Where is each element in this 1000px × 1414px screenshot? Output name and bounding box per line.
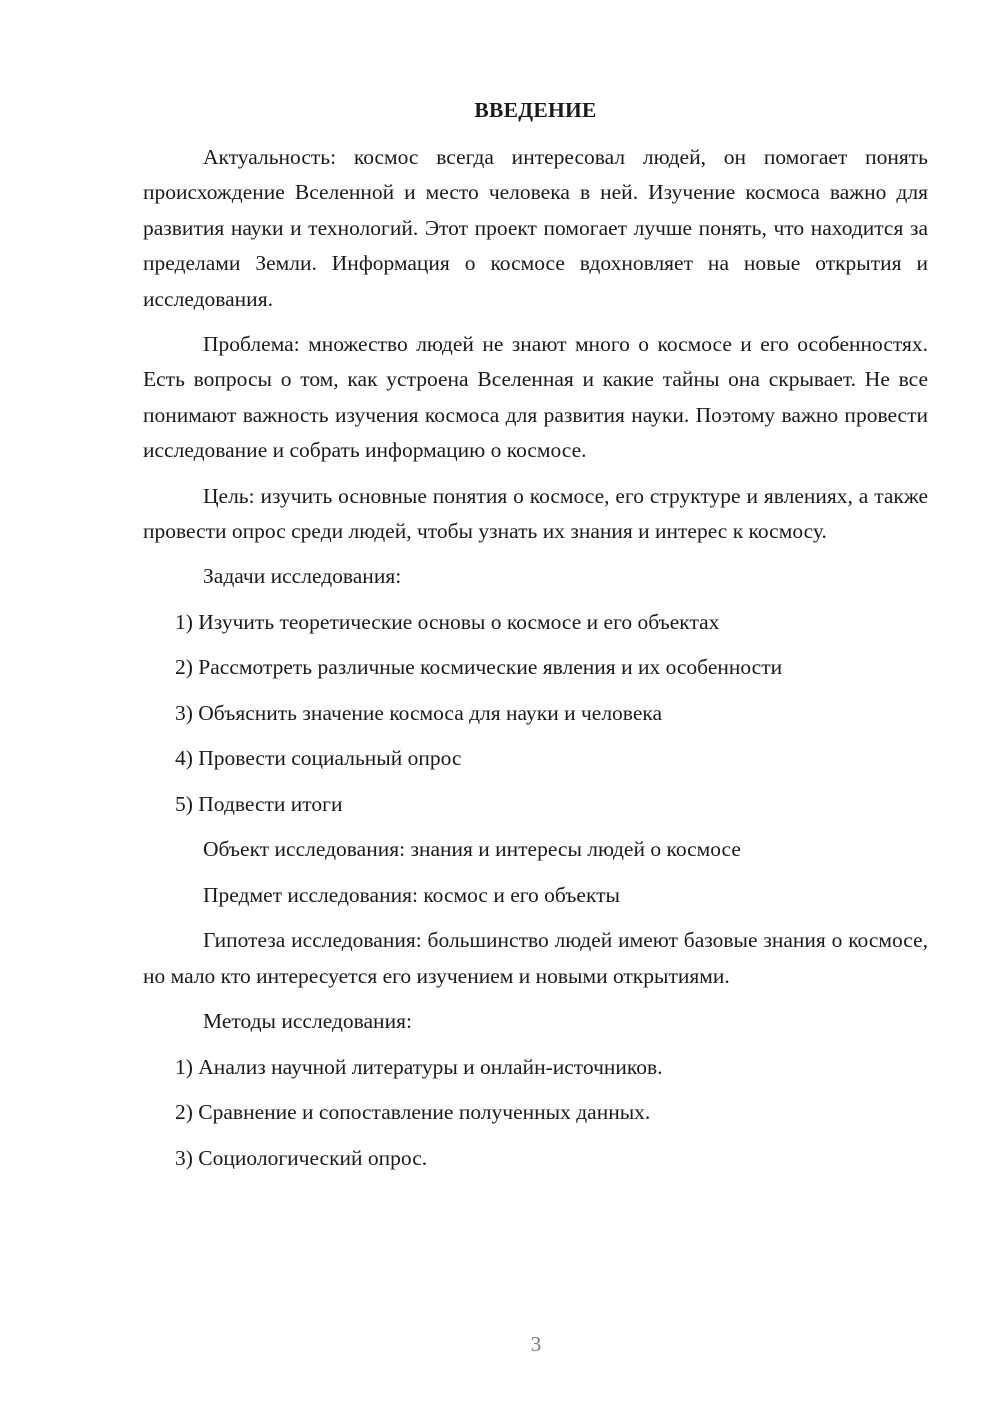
methods-title: Методы исследования: (203, 1009, 412, 1034)
goal-paragraph: Цель: изучить основные понятия о космосе, его структуре и явлениях, а также провести опрос среди людей, чтобы узнать их знания и интерес к космосу. (143, 483, 928, 544)
list-item: 3) Социологический опрос. (175, 1145, 428, 1170)
list-item: 4) Провести социальный опрос (175, 746, 462, 771)
list-item: 5) Подвести итоги (175, 791, 343, 816)
tasks-title: Задачи исследования: (203, 564, 402, 589)
list-item: 3) Объяснить значение космоса для науки и человека (175, 700, 663, 725)
subject-paragraph: Предмет исследования: космос и его объекты (203, 882, 620, 907)
page-number: 3 (530, 1332, 542, 1356)
object-paragraph: Объект исследования: знания и интересы людей о космосе (203, 837, 741, 862)
list-item: 1) Анализ научной литературы и онлайн-источников. (175, 1054, 663, 1079)
methods-list (143, 1050, 928, 1187)
document-page (143, 90, 928, 1186)
relevance-paragraph: Актуальность: космос всегда интересовал людей, он помогает понять происхождение Вселенной и место человека в ней. Изучение космоса важно для развития науки и технологий. Этот проект помогает лучше понять, что находится за пределами Земли. Информация о космосе вдохновляет на новые открытия и исследования. (143, 145, 928, 311)
problem-paragraph: Проблема: множество людей не знают много о космосе и его особенностях. Есть вопросы о том, как устроена Вселенная и какие тайны она скрывает. Не все понимают важность изучения космоса для развития науки. Поэтому важно провести исследование и собрать информацию о космосе. (143, 332, 928, 463)
list-item: 1) Изучить теоретические основы о космосе и его объектах (175, 609, 720, 634)
list-item: 2) Сравнение и сопоставление полученных данных. (175, 1100, 651, 1125)
section-heading: ВВЕДЕНИЕ (474, 98, 597, 122)
tasks-list (143, 605, 928, 833)
hypothesis-paragraph: Гипотеза исследования: большинство людей имеют базовые знания о космосе, но мало кто интересуется его изучением и новыми открытиями. (143, 928, 928, 988)
list-item: 2) Рассмотреть различные космические явления и их особенности (175, 655, 783, 680)
